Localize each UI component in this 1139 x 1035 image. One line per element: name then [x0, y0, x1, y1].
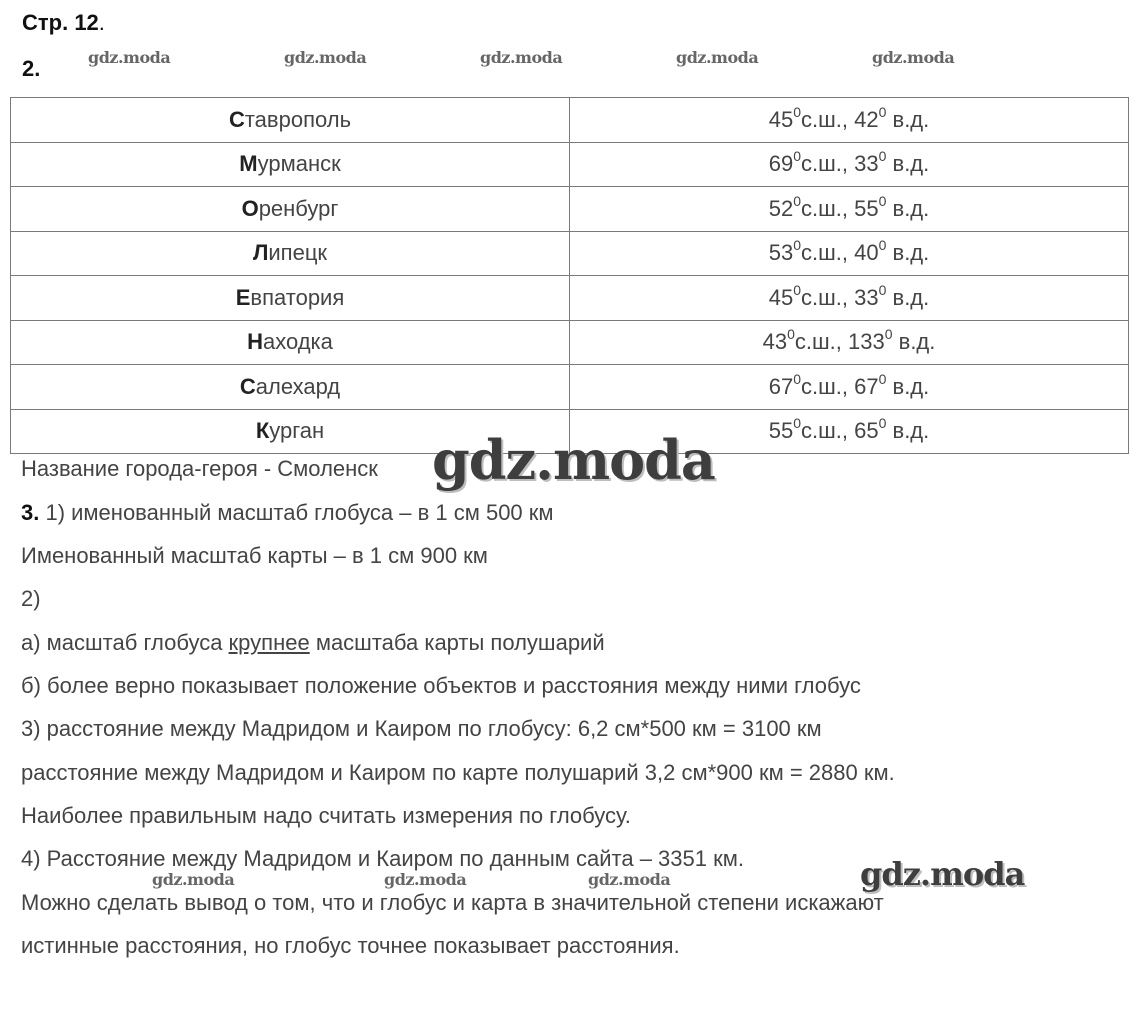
latitude-value: 45	[768, 106, 794, 132]
degree-mark: 0	[793, 148, 801, 165]
city-name-rest: ипецк	[268, 240, 328, 266]
task-3-line-1	[21, 500, 554, 526]
degree-mark: 0	[884, 326, 893, 343]
watermark: gdz.moda	[588, 870, 671, 889]
degree-mark: 0	[793, 192, 801, 209]
latitude-suffix: с.ш.,	[801, 106, 855, 132]
watermark: gdz.moda	[384, 870, 467, 889]
task-2-number: 2.	[22, 56, 41, 81]
degree-mark: 0	[878, 415, 887, 432]
coordinates-cell	[570, 98, 1129, 143]
latitude-suffix: с.ш.,	[801, 195, 855, 221]
task-3-line-6: 3) расстояние между Мадридом и Каиром по глобусу: 6,2 см*500 км = 3100 км	[21, 716, 822, 741]
latitude-value: 67	[768, 373, 794, 399]
latitude-suffix: с.ш.,	[801, 284, 855, 310]
task-3-line-5: б) более верно показывает положение объектов и расстояния между ними глобус	[21, 673, 861, 698]
task-3-line-4-underlined: крупнее	[228, 630, 310, 655]
city-cell	[11, 187, 570, 232]
longitude-suffix: в.д.	[886, 195, 930, 221]
latitude-suffix: с.ш.,	[801, 240, 855, 266]
latitude-value: 43	[762, 329, 788, 355]
watermark-large: gdz.moda	[432, 428, 715, 492]
page-label	[22, 10, 105, 36]
latitude-value: 69	[768, 151, 794, 177]
latitude-suffix: с.ш.,	[801, 373, 855, 399]
table-row	[11, 98, 1129, 143]
longitude-value: 40	[854, 240, 879, 266]
latitude-suffix: с.ш.,	[794, 329, 848, 355]
degree-mark: 0	[793, 370, 801, 387]
degree-mark: 0	[787, 326, 795, 343]
degree-mark: 0	[793, 281, 801, 298]
city-name-rest: впатория	[250, 284, 345, 310]
longitude-value: 133	[848, 329, 885, 355]
degree-mark: 0	[793, 103, 801, 120]
latitude-value: 55	[768, 418, 794, 444]
city-name-rest: алехард	[255, 373, 341, 399]
page-label-text: Стр. 12	[22, 10, 99, 35]
table-row	[11, 142, 1129, 187]
degree-mark: 0	[793, 237, 801, 254]
degree-mark: 0	[878, 192, 887, 209]
task-3-line-8: Наиболее правильным надо считать измерения по глобусу.	[21, 803, 631, 828]
task-3-line-11: истинные расстояния, но глобус точнее показывает расстояния.	[21, 933, 680, 958]
table-row	[11, 320, 1129, 365]
city-initial: М	[239, 151, 258, 177]
watermark: gdz.moda	[284, 48, 367, 67]
coordinates-cell	[570, 142, 1129, 187]
longitude-suffix: в.д.	[886, 418, 930, 444]
coordinates-table	[10, 97, 1129, 454]
degree-mark: 0	[793, 415, 801, 432]
degree-mark: 0	[878, 237, 887, 254]
table-row	[11, 276, 1129, 321]
city-initial: К	[255, 418, 270, 444]
degree-mark: 0	[878, 103, 887, 120]
degree-mark: 0	[878, 281, 887, 298]
latitude-value: 45	[768, 284, 794, 310]
coordinates-cell	[570, 187, 1129, 232]
city-initial: Н	[247, 329, 263, 355]
city-name-rest: урган	[269, 418, 325, 444]
coordinates-cell	[570, 365, 1129, 410]
latitude-value: 52	[768, 195, 794, 221]
task-3-line-4	[21, 630, 605, 656]
watermark: gdz.moda	[88, 48, 171, 67]
page-label-dot: .	[98, 10, 105, 35]
hero-city-text: Название города-героя - Смоленск	[21, 456, 378, 481]
city-cell	[11, 365, 570, 410]
longitude-suffix: в.д.	[886, 106, 930, 132]
longitude-value: 33	[854, 151, 879, 177]
watermark-large: gdz.moda	[860, 855, 1025, 893]
latitude-value: 53	[768, 240, 794, 266]
degree-mark: 0	[878, 370, 887, 387]
longitude-suffix: в.д.	[892, 329, 936, 355]
longitude-suffix: в.д.	[886, 151, 930, 177]
watermark: gdz.moda	[152, 870, 235, 889]
city-initial: Е	[235, 284, 251, 310]
watermark: gdz.moda	[676, 48, 759, 67]
city-initial: Л	[252, 240, 269, 266]
city-cell	[11, 98, 570, 143]
task-3-line-4-a: а) масштаб глобуса	[21, 630, 229, 655]
longitude-value: 33	[854, 284, 879, 310]
task-3-line-7: расстояние между Мадридом и Каиром по карте полушарий 3,2 см*900 км = 2880 км.	[21, 760, 895, 785]
latitude-suffix: с.ш.,	[801, 418, 855, 444]
city-name-rest: таврополь	[244, 106, 352, 132]
watermark: gdz.moda	[480, 48, 563, 67]
city-initial: О	[241, 195, 259, 221]
city-cell	[11, 276, 570, 321]
table-row	[11, 187, 1129, 232]
task-3-line-1-text: 1) именованный масштаб глобуса – в 1 см 500 км	[39, 500, 554, 525]
task-3-number: 3.	[21, 500, 40, 525]
longitude-value: 42	[854, 106, 879, 132]
city-cell	[11, 231, 570, 276]
coordinates-cell	[570, 231, 1129, 276]
table-row	[11, 365, 1129, 410]
task-3-line-10: Можно сделать вывод о том, что и глобус и карта в значительной степени искажают	[21, 890, 884, 915]
table-row	[11, 231, 1129, 276]
longitude-value: 55	[854, 195, 879, 221]
task-3-line-4-c: масштаба карты полушарий	[309, 630, 605, 655]
longitude-suffix: в.д.	[886, 240, 930, 266]
task-3-line-9: 4) Расстояние между Мадридом и Каиром по данным сайта – 3351 км.	[21, 846, 744, 871]
latitude-suffix: с.ш.,	[801, 151, 855, 177]
task-3-line-2: Именованный масштаб карты – в 1 см 900 км	[21, 543, 488, 568]
city-name-rest: урманск	[257, 151, 341, 177]
longitude-value: 67	[854, 373, 879, 399]
longitude-value: 65	[854, 418, 879, 444]
city-initial: С	[228, 106, 245, 132]
city-name-rest: аходка	[262, 329, 333, 355]
degree-mark: 0	[878, 148, 887, 165]
coordinates-cell	[570, 276, 1129, 321]
city-name-rest: ренбург	[258, 195, 339, 221]
watermark: gdz.moda	[872, 48, 955, 67]
task-3-line-3: 2)	[21, 586, 41, 611]
coordinates-cell	[570, 320, 1129, 365]
city-cell	[11, 142, 570, 187]
city-cell	[11, 320, 570, 365]
longitude-suffix: в.д.	[886, 373, 930, 399]
city-initial: С	[239, 373, 256, 399]
longitude-suffix: в.д.	[886, 284, 930, 310]
